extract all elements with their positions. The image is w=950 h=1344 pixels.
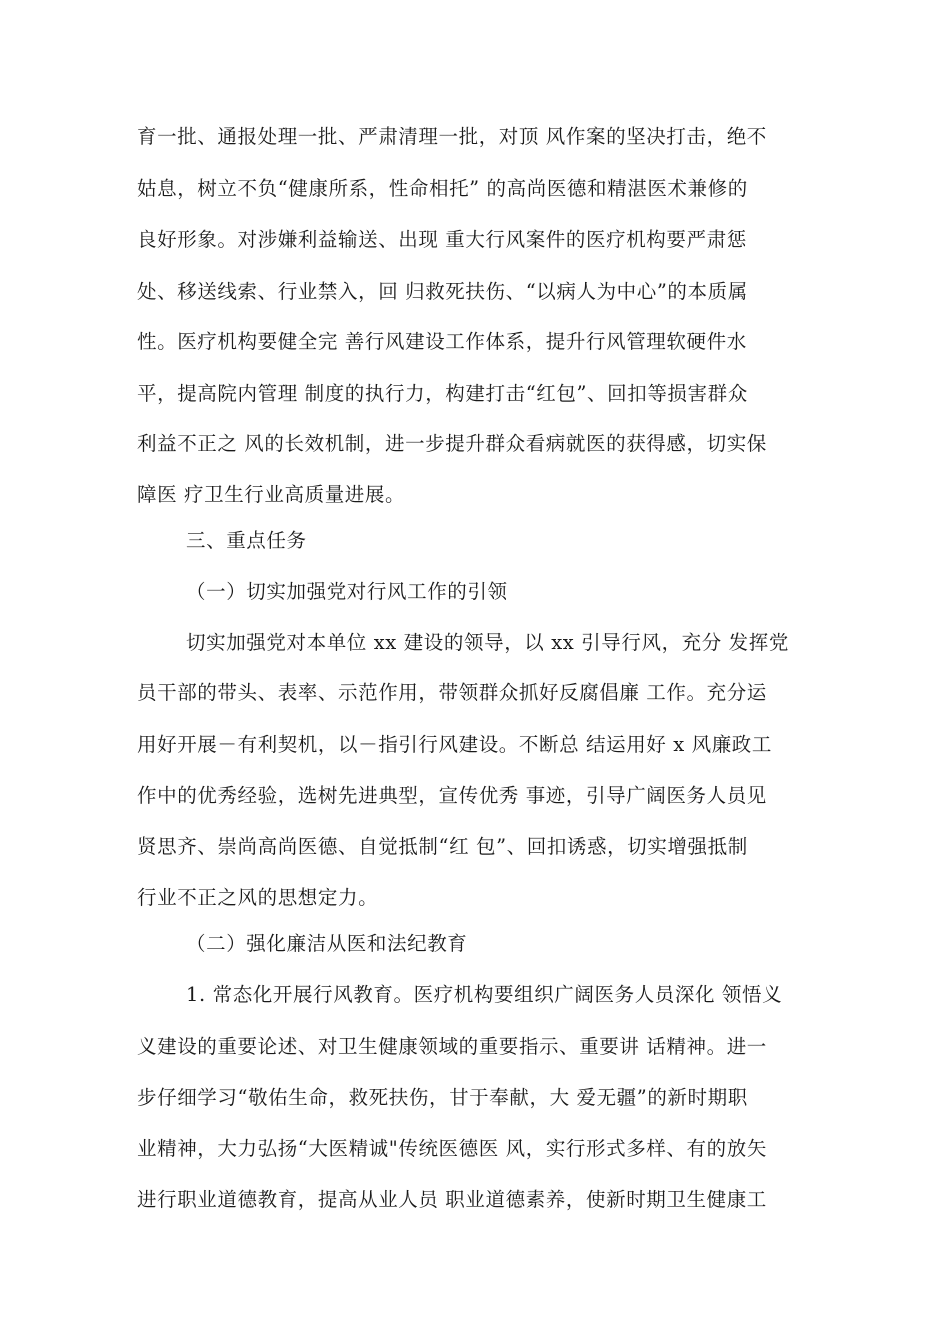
- paragraph-line: 育一批、通报处理一批、严肃清理一批，对顶 风作案的坚决打击，绝不: [137, 125, 767, 148]
- paragraph-line: 作中的优秀经验，选树先进典型，宣传优秀 事迹，引导广阔医务人员见: [137, 784, 767, 807]
- paragraph-line: 姑息，树立不负“健康所系，性命相托” 的高尚医德和精湛医术兼修的: [137, 177, 748, 200]
- paragraph-line: 员干部的带头、表率、示范作用，带领群众抓好反腐倡廉 工作。充分运: [137, 681, 767, 704]
- subsection-heading: （二）强化廉洁从医和法纪教育: [186, 932, 468, 955]
- paragraph-line: 步仔细学习“敬佑生命，救死扶伤，甘于奉献，大 爱无疆”的新时期职: [137, 1086, 748, 1109]
- paragraph-line: 行业不正之风的思想定力。: [137, 886, 379, 909]
- paragraph-line: 良好形象。对涉嫌利益输送、出现 重大行风案件的医疗机构要严肃惩: [137, 228, 747, 251]
- paragraph-line: 处、移送线索、行业禁入，回 归救死扶伤、“以病人为中心”的本质属: [137, 280, 748, 303]
- paragraph-line: 平，提高院内管理 制度的执行力，构建打击“红包”、回扣等损害群众: [137, 382, 748, 405]
- paragraph-line: 障医 疗卫生行业高质量进展。: [137, 483, 406, 506]
- section-heading: 三、重点任务: [186, 529, 307, 552]
- subsection-heading: （一）切实加强党对行风工作的引领: [186, 580, 508, 603]
- paragraph-line: 1. 常态化开展行风教育。医疗机构要组织广阔医务人员深化 领悟义: [186, 983, 783, 1006]
- paragraph-line: 切实加强党对本单位 xx 建设的领导，以 xx 引导行风，充分 发挥党: [186, 631, 789, 654]
- paragraph-line: 利益不正之 风的长效机制，进一步提升群众看病就医的获得感，切实保: [137, 432, 767, 455]
- paragraph-line: 进行职业道德教育，提高从业人员 职业道德素养，使新时期卫生健康工: [137, 1188, 767, 1211]
- paragraph-line: 业精神，大力弘扬“大医精诚"传统医德医 风，实行形式多样、有的放矢: [137, 1137, 767, 1160]
- paragraph-line: 贤思齐、崇尚高尚医德、自觉抵制“红 包”、回扣诱惑，切实增强抵制: [137, 835, 748, 858]
- paragraph-line: 性。医疗机构要健全完 善行风建设工作体系，提升行风管理软硬件水: [137, 330, 747, 353]
- paragraph-line: 义建设的重要论述、对卫生健康领域的重要指示、重要讲 话精神。进一: [137, 1035, 767, 1058]
- paragraph-line: 用好开展－有利契机，以－指引行风建设。不断总 结运用好 x 风廉政工: [137, 733, 772, 756]
